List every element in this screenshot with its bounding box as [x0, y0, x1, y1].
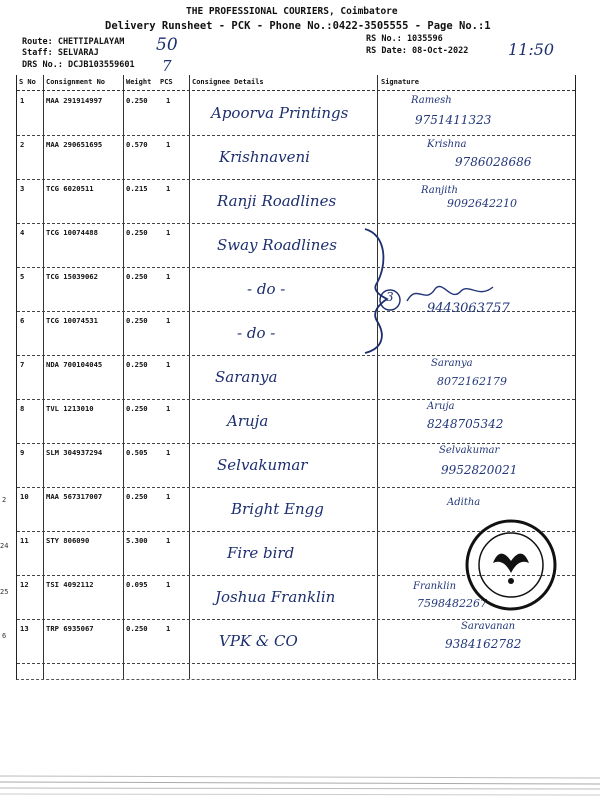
- carbon-copy-edges: [0, 770, 600, 800]
- weight: 5.300: [126, 536, 148, 545]
- pieces: 1: [166, 228, 171, 237]
- table-row: [17, 619, 575, 664]
- table-row: [17, 443, 575, 488]
- weight: 0.250: [126, 272, 148, 281]
- handwritten-time: 11:50: [508, 40, 555, 59]
- weight: 0.250: [126, 404, 148, 413]
- column-header: Weight: [126, 78, 152, 86]
- table-row: [17, 135, 575, 180]
- table-row: [17, 91, 575, 136]
- consignee-name: Selvakumar: [217, 456, 308, 474]
- pieces: 1: [166, 580, 171, 589]
- column-header: PCS: [160, 78, 173, 86]
- signature: Aditha: [447, 497, 481, 508]
- margin-mark: 6: [2, 632, 7, 640]
- consignee-name: Aruja: [227, 412, 269, 430]
- signature-phone: 9952820021: [441, 463, 518, 477]
- pieces: 1: [166, 624, 171, 633]
- consignee-name: - do -: [247, 280, 286, 298]
- serial-number: 6: [20, 316, 25, 325]
- consignment-number: TCG 15039062: [46, 272, 98, 281]
- consignee-name: Bright Engg: [231, 500, 324, 518]
- drs-number: DRS No.: DCJB103559601: [22, 60, 135, 70]
- signature-phone: 9384162782: [445, 637, 522, 651]
- serial-number: 5: [20, 272, 25, 281]
- rs-number: RS No.: 1035596: [366, 34, 443, 44]
- handwritten-count: 50: [156, 35, 178, 55]
- consignee-name: Sway Roadlines: [217, 236, 337, 254]
- consignee-name: VPK & CO: [219, 632, 298, 650]
- table-row: [17, 179, 575, 224]
- weight: 0.570: [126, 140, 148, 149]
- consignment-number: STY 806090: [46, 536, 90, 545]
- consignee-name: Krishnaveni: [219, 148, 310, 166]
- consignment-number: TSI 4092112: [46, 580, 94, 589]
- serial-number: 9: [20, 448, 25, 457]
- weight: 0.250: [126, 624, 148, 633]
- weight: 0.250: [126, 492, 148, 501]
- runsheet-table: [16, 75, 576, 680]
- consignee-name: Saranya: [215, 368, 278, 386]
- column-header: Signature: [381, 78, 419, 86]
- consignment-number: MAA 567317007: [46, 492, 103, 501]
- handwritten-count-mark: 7: [162, 57, 172, 75]
- serial-number: 4: [20, 228, 25, 237]
- signature: Franklin: [413, 581, 457, 592]
- table-row: [17, 399, 575, 444]
- consignment-number: NDA 700104045: [46, 360, 103, 369]
- pieces: 1: [166, 184, 171, 193]
- table-row: [17, 223, 575, 268]
- serial-number: 10: [20, 492, 29, 501]
- serial-number: 2: [20, 140, 25, 149]
- column-header: Consignee Details: [192, 78, 264, 86]
- serial-number: 1: [20, 96, 25, 105]
- company-stamp: [463, 517, 559, 613]
- serial-number: 3: [20, 184, 25, 193]
- consignee-name: Joshua Franklin: [215, 588, 336, 606]
- consignment-number: MAA 291914997: [46, 96, 103, 105]
- group-sign-number: 3: [386, 290, 394, 304]
- table-header: [17, 75, 575, 91]
- pieces: 1: [166, 404, 171, 413]
- serial-number: 12: [20, 580, 29, 589]
- serial-number: 13: [20, 624, 29, 633]
- table-row: [17, 311, 575, 356]
- signature-phone: 8072162179: [437, 375, 507, 388]
- column-header: S No: [19, 78, 36, 86]
- signature: Selvakumar: [439, 445, 500, 456]
- weight: 0.250: [126, 316, 148, 325]
- table-row: [17, 355, 575, 400]
- weight: 0.215: [126, 184, 148, 193]
- margin-mark: 2: [2, 496, 7, 504]
- weight: 0.250: [126, 360, 148, 369]
- serial-number: 8: [20, 404, 25, 413]
- pieces: 1: [166, 448, 171, 457]
- signature-phone: 9786028686: [455, 155, 532, 169]
- signature: Ranjith: [421, 185, 458, 196]
- rs-date: RS Date: 08-Oct-2022: [366, 46, 469, 56]
- document-title: THE PROFESSIONAL COURIERS, Coimbatore: [186, 6, 398, 17]
- document-subtitle: Delivery Runsheet - PCK - Phone No.:0422-3505555 - Page No.:1: [105, 20, 491, 32]
- pieces: 1: [166, 316, 171, 325]
- consignment-number: TRP 6935067: [46, 624, 94, 633]
- weight: 0.505: [126, 448, 148, 457]
- pieces: 1: [166, 536, 171, 545]
- pieces: 1: [166, 360, 171, 369]
- weight: 0.250: [126, 96, 148, 105]
- consignment-number: TCG 10074488: [46, 228, 98, 237]
- staff-label: Staff: SELVARAJ: [22, 48, 99, 58]
- consignee-name: Fire bird: [227, 544, 295, 562]
- column-header: Consignment No: [46, 78, 106, 86]
- group-signature-scribble: [405, 281, 495, 307]
- signature: Krishna: [427, 139, 467, 150]
- consignment-number: TCG 6020511: [46, 184, 94, 193]
- route-label: Route: CHETTIPALAYAM: [22, 37, 125, 47]
- signature-phone: 9092642210: [447, 197, 517, 210]
- consignment-number: SLM 304937294: [46, 448, 103, 457]
- weight: 0.095: [126, 580, 148, 589]
- signature: Saranya: [431, 358, 473, 369]
- margin-mark: 25: [0, 588, 9, 596]
- signature: Ramesh: [411, 95, 452, 106]
- consignment-number: MAA 290651695: [46, 140, 103, 149]
- consignee-name: - do -: [237, 324, 276, 342]
- signature: Aruja: [427, 401, 455, 412]
- pieces: 1: [166, 96, 171, 105]
- weight: 0.250: [126, 228, 148, 237]
- consignment-number: TVL 1213010: [46, 404, 94, 413]
- margin-mark: 24: [0, 542, 9, 550]
- pieces: 1: [166, 492, 171, 501]
- consignment-number: TCG 10074531: [46, 316, 98, 325]
- signature: Saravanan: [461, 621, 516, 632]
- signature-phone: 7598482267: [417, 597, 487, 610]
- consignee-name: Ranji Roadlines: [217, 192, 337, 210]
- signature-phone: 8248705342: [427, 417, 504, 431]
- consignee-name: Apoorva Printings: [211, 104, 349, 122]
- pieces: 1: [166, 272, 171, 281]
- signature-phone: 9751411323: [415, 113, 492, 127]
- pieces: 1: [166, 140, 171, 149]
- serial-number: 7: [20, 360, 25, 369]
- group-sign-phone: 9443063757: [427, 301, 510, 316]
- serial-number: 11: [20, 536, 29, 545]
